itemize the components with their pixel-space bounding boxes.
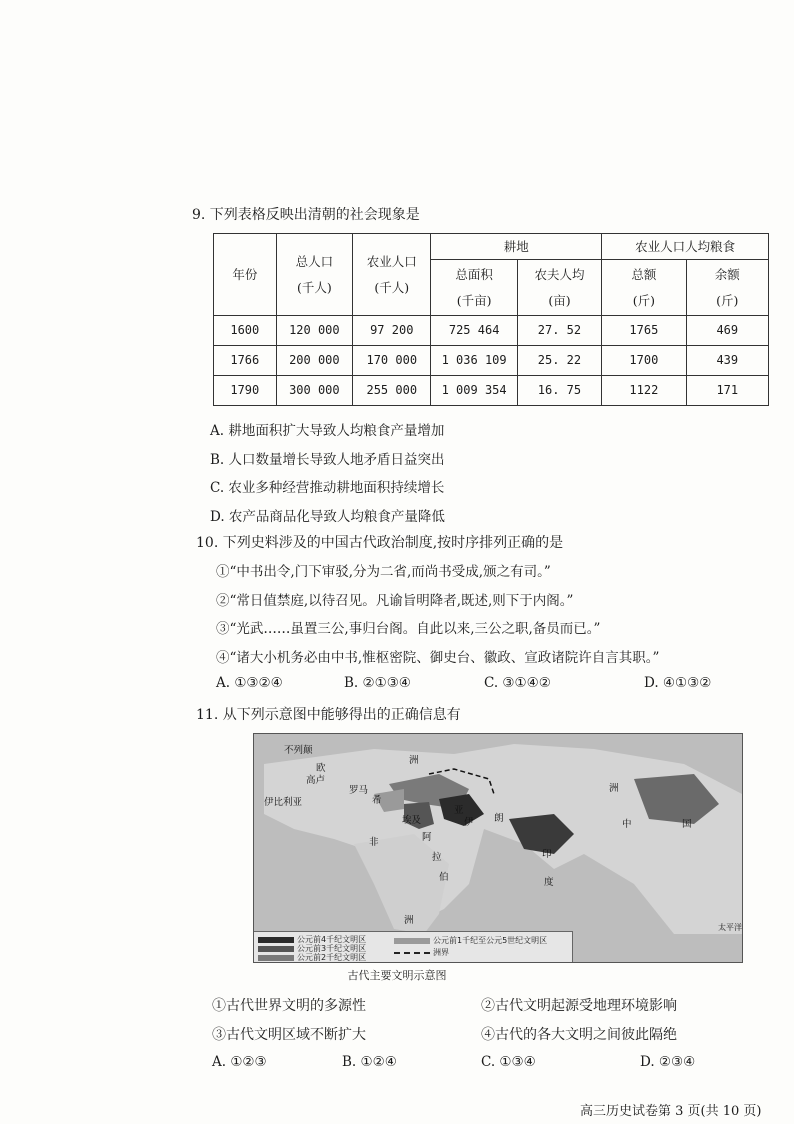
legend-swatch bbox=[258, 955, 294, 961]
map-label-india-yin: 印 bbox=[542, 849, 552, 860]
map-label-arabia-bo: 伯 bbox=[439, 872, 449, 883]
header-total-pop: 总人口 (千人) bbox=[276, 234, 352, 316]
table-row: 1600 120 000 97 200 725 464 27. 52 1765 469 bbox=[214, 316, 769, 346]
q9-data-table bbox=[213, 233, 769, 406]
q9-option-a[interactable]: A. 耕地面积扩大导致人均粮食产量增加 bbox=[210, 423, 445, 439]
map-label-europe: 欧 bbox=[316, 763, 326, 774]
header-land: 耕地 bbox=[431, 234, 602, 260]
q10-option-c[interactable]: C. ③①④② bbox=[484, 675, 551, 691]
q11-statement-3: ③古代文明区域不断扩大 bbox=[212, 1027, 366, 1043]
map-label-britain: 不列颠 bbox=[284, 745, 313, 756]
header-year: 年份 bbox=[214, 234, 277, 316]
q10-source-4: ④“诸大小机务必由中书,惟枢密院、御史台、徽政、宣政诸院许自言其职。” bbox=[216, 650, 660, 666]
q11-option-a[interactable]: A. ①②③ bbox=[212, 1054, 267, 1070]
map-caption: 古代主要文明示意图 bbox=[347, 969, 447, 982]
map-label-china-guo: 国 bbox=[682, 819, 692, 830]
map-label-pacific: 太平洋 bbox=[718, 923, 742, 932]
map-label-arabia-la: 拉 bbox=[432, 852, 442, 863]
legend-item-4th-millennium: 公元前4千纪文明区 bbox=[258, 934, 366, 945]
civilization-map bbox=[253, 733, 743, 963]
q10-option-b[interactable]: B. ②①③④ bbox=[344, 675, 411, 691]
q10-source-2: ②“常日值禁庭,以待召见。凡谕旨明降者,既述,则下于内阁。” bbox=[216, 593, 574, 609]
map-label-egypt: 埃及 bbox=[402, 815, 422, 826]
continent-shape bbox=[264, 744, 742, 934]
map-label-gaul: 高卢 bbox=[306, 775, 326, 786]
q9-option-c[interactable]: C. 农业多种经营推动耕地面积持续增长 bbox=[210, 480, 445, 496]
q11-title: 11. 从下列示意图中能够得出的正确信息有 bbox=[196, 707, 461, 723]
page-footer: 高三历史试卷第 3 页(共 10 页) bbox=[580, 1104, 762, 1119]
map-label-africa-zhou: 洲 bbox=[404, 915, 414, 926]
map-label-greece: 希 bbox=[372, 795, 382, 806]
map-label-china-zhong: 中 bbox=[622, 819, 632, 830]
table-row: 1766 200 000 170 000 1 036 109 25. 22 1700 439 bbox=[214, 346, 769, 376]
q11-statement-2: ②古代文明起源受地理环境影响 bbox=[481, 998, 677, 1014]
q11-option-b[interactable]: B. ①②④ bbox=[342, 1054, 397, 1070]
map-label-rome: 罗马 bbox=[349, 785, 369, 796]
q10-source-1: ①“中书出令,门下审驳,分为二省,而尚书受成,颁之有司。” bbox=[216, 564, 551, 580]
map-legend bbox=[254, 931, 573, 962]
map-label-iran: 伊 bbox=[464, 817, 474, 828]
legend-item-2nd-millennium: 公元前2千纪文明区 bbox=[258, 952, 366, 963]
header-grain: 农业人口人均粮食 bbox=[602, 234, 769, 260]
q10-source-3: ③“光武……虽置三公,事归台阁。自此以来,三公之职,备员而已。” bbox=[216, 621, 601, 637]
legend-item-1st-millennium: 公元前1千纪至公元5世纪文明区 bbox=[394, 935, 547, 946]
q11-statement-1: ①古代世界文明的多源性 bbox=[212, 998, 366, 1014]
header-area: 总面积 (千亩) bbox=[431, 260, 517, 316]
legend-swatch bbox=[394, 938, 430, 944]
legend-swatch bbox=[258, 946, 294, 952]
header-per-farmer: 农夫人均 (亩) bbox=[517, 260, 601, 316]
q10-title: 10. 下列史料涉及的中国古代政治制度,按时序排列正确的是 bbox=[196, 535, 564, 551]
q10-option-d[interactable]: D. ④①③② bbox=[644, 675, 712, 691]
legend-item-boundary: 洲界 bbox=[394, 947, 449, 958]
header-surplus: 余额 (斤) bbox=[686, 260, 768, 316]
map-label-iran-2: 朗 bbox=[494, 813, 504, 824]
legend-item-3rd-millennium: 公元前3千纪文明区 bbox=[258, 943, 366, 954]
q10-option-a[interactable]: A. ①③②④ bbox=[216, 675, 283, 691]
q11-statement-4: ④古代的各大文明之间彼此隔绝 bbox=[481, 1027, 677, 1043]
q9-option-d[interactable]: D. 农产品商品化导致人均粮食产量降低 bbox=[210, 509, 445, 525]
map-label-iberia: 伊比利亚 bbox=[264, 797, 303, 808]
map-label-asia: 亚 bbox=[454, 805, 464, 816]
map-background bbox=[254, 734, 742, 962]
map-label-india-du: 度 bbox=[544, 877, 554, 888]
legend-dash bbox=[394, 952, 430, 954]
q11-option-d[interactable]: D. ②③④ bbox=[640, 1054, 696, 1070]
map-label-asia-zhou: 洲 bbox=[609, 783, 619, 794]
q9-option-b[interactable]: B. 人口数量增长导致人地矛盾日益突出 bbox=[210, 452, 445, 468]
table-row: 1790 300 000 255 000 1 009 354 16. 75 1122 171 bbox=[214, 376, 769, 406]
map-label-zhou: 洲 bbox=[409, 755, 419, 766]
header-agri-pop: 农业人口 (千人) bbox=[353, 234, 431, 316]
map-label-arabia-a: 阿 bbox=[422, 832, 432, 843]
map-label-africa: 非 bbox=[369, 837, 379, 848]
q11-option-c[interactable]: C. ①③④ bbox=[481, 1054, 536, 1070]
legend-swatch bbox=[258, 937, 294, 943]
header-total-grain: 总额 (斤) bbox=[602, 260, 686, 316]
q9-title: 9. 下列表格反映出清朝的社会现象是 bbox=[192, 207, 420, 223]
